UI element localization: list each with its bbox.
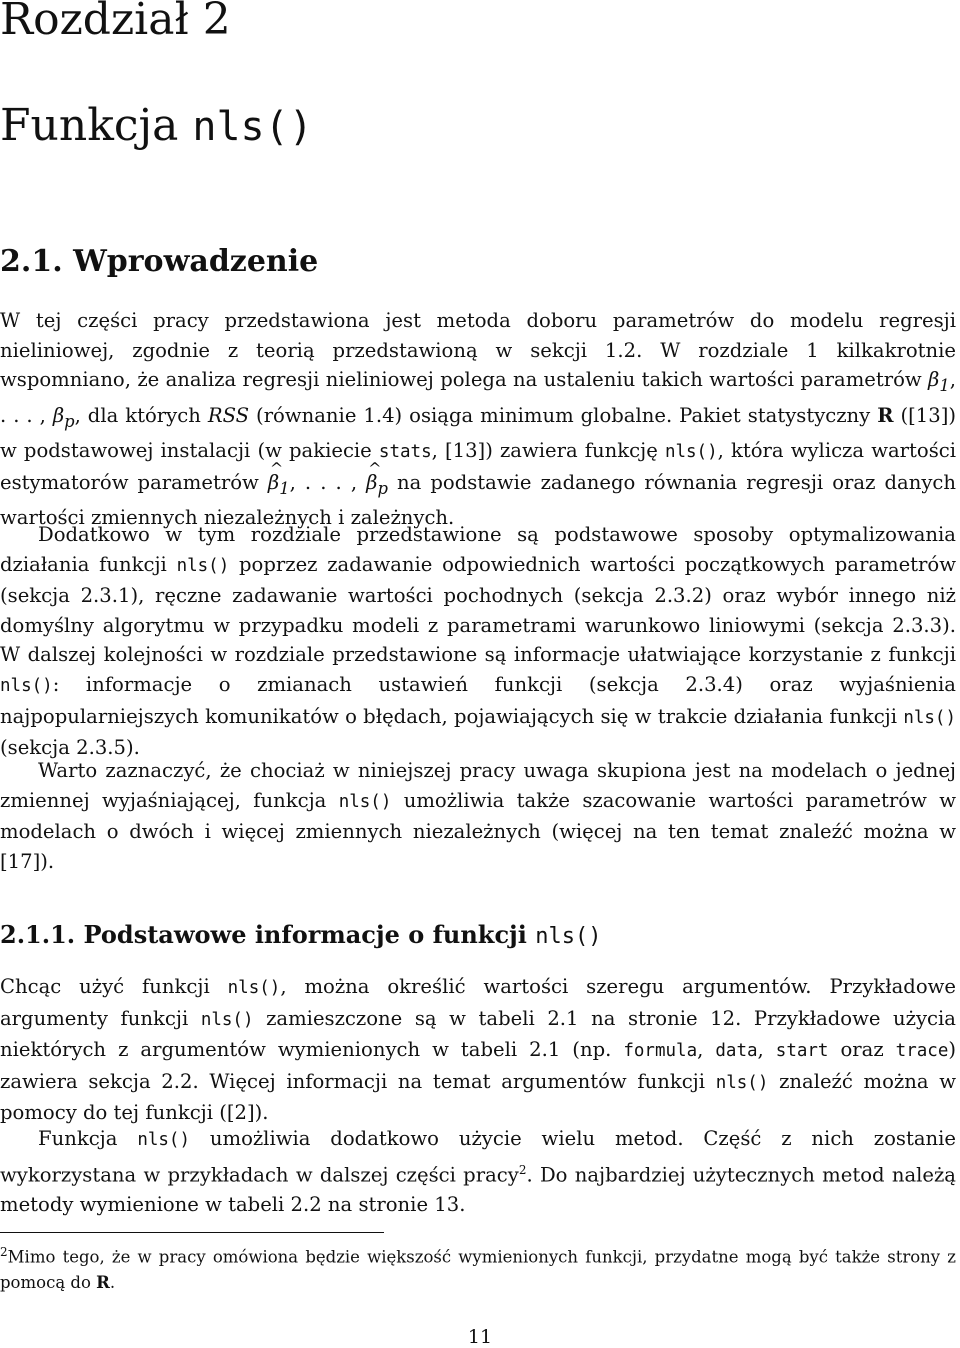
subsection-title-code: nls() <box>535 924 602 949</box>
code-start: start <box>775 1041 829 1062</box>
chapter-title-text: Funkcja <box>0 100 193 151</box>
subsection-title-text: 2.1.1. Podstawowe informacje o funkcji <box>0 920 536 949</box>
text-run: , która wylicza wartości estymatorów parametrów <box>0 439 956 494</box>
code-data: data <box>715 1041 758 1062</box>
code-nls: nls() <box>664 442 718 463</box>
text-run: znaleźć można w pomocy do tej funkcji ([2]). <box>0 1069 956 1125</box>
math-beta-p: $\beta_p$ <box>52 403 75 431</box>
text-run: oraz <box>828 1038 896 1062</box>
text-run: poprzez zadawanie odpowiednich wartości początkowych parametrów (sekcja 2.3.1), ręczne zadawanie wartości pochodnych (sekcja 2.3.2) oraz wybór innego niż domyślny algorytmu w przypadku modeli z parametrami warunkowo liniowymi (sekcja 2.3.3). W dalszej kolejności w rozdziale przedstawione są informacje ułatwiające korzystanie z funkcji <box>0 552 956 667</box>
text-run: zamieszczone są w tabeli 2.1 na stronie 12. Przykładowe użycia niektórych z argumentów wymienionych w tabeli 2.1 (np. <box>0 1006 956 1062</box>
text-run: , . . . , <box>289 470 367 494</box>
code-nls: nls() <box>338 791 392 812</box>
code-nls: nls() <box>715 1072 769 1093</box>
text-run: . Do najbardziej użytecznych metod należą metody wymienione w tabeli 2.2 na stronie 13. <box>0 1163 956 1216</box>
text-run: Chcąc użyć funkcji <box>0 975 228 998</box>
code-nls: nls() <box>176 555 230 576</box>
text-run: W tej części pracy przedstawiona jest metoda doboru parametrów do modelu regresji nieliniowej, zgodnie z teorią przedstawioną w sekcji 1.2. W rozdziale 1 kilkakrotnie wspomniano, że analiza regresji nieliniowej polega na ustaleniu takich wartości parametrów <box>0 309 956 392</box>
text-run: , dla których <box>74 403 208 427</box>
intro-paragraph-3 <box>0 756 956 876</box>
r-bold: R <box>877 403 894 427</box>
text-run: , <box>757 1038 776 1062</box>
code-nls: nls() <box>227 978 281 998</box>
math-beta-1: $\beta_1$ <box>928 368 950 396</box>
text-run: Mimo tego, że w pracy omówiona będzie większość wymienionych funkcji, przydatne mogą być także strony z pomocą do <box>0 1247 956 1292</box>
chapter-title <box>0 98 313 155</box>
code-stats: stats <box>378 442 432 463</box>
text-run: ) zawiera sekcja 2.2. Więcej informacji na temat argumentów funkcji <box>0 1038 957 1093</box>
text-run: : informacje o zmianach ustawień funkcji (sekcja 2.3.4) oraz wyjaśnienia najpopularniejszych komunikatów o błędach, pojawiających się w trakcie działania funkcji <box>0 672 956 728</box>
code-nls: nls() <box>200 1009 254 1030</box>
intro-paragraph-2 <box>0 520 956 763</box>
basics-paragraph-2 <box>0 1124 956 1219</box>
text-run: , . . . , <box>0 368 956 427</box>
footnote-number: 2 <box>0 1245 8 1259</box>
text-run: Warto zaznaczyć, że chociaż w niniejszej pracy uwaga skupiona jest na modelach o jednej zmiennej wyjaśniającej, funkcja <box>0 759 956 812</box>
footnote-mark: 2 <box>518 1162 527 1177</box>
text-run: umożliwia także szacowanie wartości parametrów w modelach o dwóch i więcej zmiennych niezależnych (więcej na ten temat znaleźć można w [17]). <box>0 788 956 873</box>
footnote <box>0 1240 956 1295</box>
page-number: 11 <box>467 1326 493 1348</box>
text-run: na podstawie zadanego równania regresji oraz danych wartości zmiennych niezależnych i zależnych. <box>0 470 956 530</box>
code-formula: formula <box>623 1041 698 1062</box>
code-trace: trace <box>895 1041 949 1062</box>
code-nls: nls() <box>903 707 956 728</box>
text-run: . <box>109 1272 116 1292</box>
text-run: Funkcja <box>38 1127 138 1150</box>
text-run: (równanie 1.4) osiąga minimum globalne. Pakiet statystyczny <box>249 403 878 427</box>
intro-paragraph-1 <box>0 306 956 533</box>
text-run: , <box>697 1038 716 1062</box>
text-run: (sekcja 2.3.5). <box>0 736 140 760</box>
text-run: , [13]) zawiera funkcję <box>431 439 665 463</box>
section-title: 2.1. Wprowadzenie <box>0 244 319 279</box>
math-rss: RSS <box>207 403 250 427</box>
text-run: ([13]) w podstawowej instalacji (w pakiecie <box>0 403 957 463</box>
footnote-divider <box>0 1232 384 1233</box>
text-run: Dodatkowo w tym rozdziale przedstawione są podstawowe sposoby optymalizowania działania funkcji <box>0 523 956 576</box>
text-run: umożliwia dodatkowo użycie wielu metod. Część z nich zostanie wykorzystana w przykładach w dalszej części pracy <box>0 1127 956 1187</box>
text-run: , można określić wartości szeregu argumentów. Przykładowe argumenty funkcji <box>0 975 957 1030</box>
basics-paragraph-1 <box>0 972 956 1128</box>
math-beta-hat-p: ^ $\beta_p$ <box>366 471 388 494</box>
math-beta-hat-1: ^ $\beta_1$ <box>268 471 290 494</box>
chapter-label: Rozdział 2 <box>0 0 231 45</box>
code-nls: nls() <box>0 675 53 696</box>
code-nls: nls() <box>137 1130 190 1150</box>
chapter-title-code: nls() <box>192 104 313 150</box>
subsection-title <box>0 918 601 954</box>
r-bold: R <box>96 1272 110 1292</box>
